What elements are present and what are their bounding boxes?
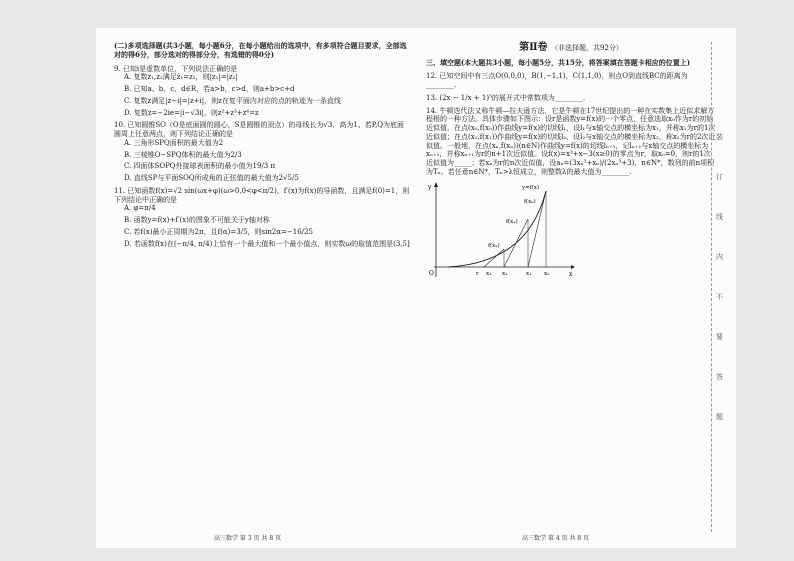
- f-x0-label: f(x₀): [524, 198, 536, 205]
- origin-label: O: [429, 269, 434, 277]
- newton-method-graph: [426, 181, 576, 281]
- option-d: D. 直线SP与平面SOQ所成角的正弦值的最大值为2√5/5: [124, 174, 299, 182]
- left-column: [114, 42, 410, 252]
- multi-choice-section-header: (二)多项选择题(共3小题，每小题6分，在每小题给出的选项中，有多项符合题目要求，全部选对的得6分，部分选对的得部分分，有选错的得0分): [114, 41, 407, 59]
- tangent-l2: [504, 219, 528, 267]
- option-b: B. 三棱锥O−SPQ体积的最大值为2/3: [124, 150, 242, 159]
- page-footer-right: 高三数学 第 4 页 共 8 页: [522, 535, 590, 542]
- part-title: [426, 42, 716, 55]
- question-13: 13. (2x − 1/x + 1)⁵的展开式中常数项为________.: [426, 93, 586, 102]
- binding-margin: [704, 42, 734, 532]
- x1-label: x₁: [526, 270, 532, 277]
- question-10: [114, 121, 410, 183]
- option-a: A. 复数z₁,z₂满足z̄₁=z₂，则|z₁|=|z₂|: [124, 73, 238, 82]
- question-stem: 9. 已知i是虚数单位，下列说法正确的是: [114, 64, 238, 73]
- question-12: 12. 已知空间中有三点O(0,0,0)，B(1,−1,1)，C(1,1,0)，则点O到直线BC的距离为________.: [426, 72, 688, 89]
- binding-char: 订: [716, 173, 723, 181]
- binding-char: 要: [716, 333, 723, 341]
- question-14: 14. 牛顿迭代法又称牛顿—拉夫逊方法，它是牛顿在17世纪提出的一种在实数集上近似求解方程根的一种方法。具体步骤如下图示：设r是函数y=f(x)的一个零点，任意选取x₀作为r的初始近似值，在点(x₀,f(x₀))作曲线y=f(x)的切线l₁，设l₁与x轴交点的横坐标为x₁，并称x₁为r的1次近似值；在点(x₁,f(x₁))作曲线y=f(x)的切线l₂，设l₂与x轴交点的横坐标为x₂，称x₂为r的2次近似值。一般地，在点(xₙ,f(xₙ))(n∈N)作曲线y=f(x)的切线lₙ₊₁，记lₙ₊₁与x轴交点的横坐标为xₙ₊₁，并称xₙ₊₁为r的n+1次近似值。设f(x)=x³+x−3(x≥0)的零点为r，取x₀=0，则r的1次近似值为_____；若xₙ为r的n次近似值，设aₙ=(3xₙ³+xₙ)/(2xₙ³+3)，n∈N*，数列的前n项积为Tₙ。若任意n∈N*，Tₙ>λ恒成立，则整数λ的最大值为________.: [426, 106, 716, 176]
- y-axis-label: y: [428, 183, 432, 191]
- x-axis-label: x: [569, 270, 573, 278]
- question-11: [114, 187, 410, 249]
- r-label: r: [476, 270, 479, 277]
- binding-dashed-line: [711, 42, 713, 532]
- binding-char: 线: [716, 213, 723, 221]
- option-b: B. 函数y=f(x)+f′(x)的图象不可能关于y轴对称: [124, 216, 270, 224]
- part-title-subtitle: （非选择题，共92分）: [551, 44, 623, 52]
- y-axis-arrow: [434, 182, 438, 187]
- right-column: [426, 42, 716, 281]
- part-title-main: 第Ⅱ卷: [519, 42, 548, 53]
- binding-char: 装: [716, 133, 723, 141]
- option-c: C. 四面体SOPQ外接球表面积的最小值为19/3 π: [124, 162, 276, 171]
- f-x2-label: f(x₂): [488, 242, 500, 249]
- page-footer-left: 高三数学 第 3 页 共 8 页: [214, 535, 282, 542]
- question-stem: 10. 已知圆锥SO（O是底面圆的圆心，S是圆锥的顶点）的母线长为√3，高为1。若P,Q为底面圆周上任意两点，则下列结论正确的是: [114, 121, 405, 138]
- x3-label: x₃: [486, 270, 492, 277]
- exam-sheet: [96, 28, 736, 548]
- binding-char: 答: [716, 373, 723, 381]
- x-axis-arrow: [571, 265, 575, 269]
- binding-char: 不: [716, 293, 723, 301]
- option-a: A. φ=π/4: [124, 204, 156, 213]
- option-c: C. 若f(x)最小正周期为2π，且f(α)=3/5，则sin2α=−16/25: [124, 227, 313, 236]
- fill-blank-section-header: 三、填空题(本大题共3小题，每小题5分，共15分，将答案填在答题卡相应的位置上): [426, 57, 691, 67]
- binding-char: 题: [716, 413, 723, 421]
- binding-char: 内: [716, 253, 723, 261]
- tangent-l3: [484, 249, 504, 267]
- curve-label: y=f(x): [522, 184, 540, 191]
- option-a: A. 三角形SPQ面积的最大值为2: [124, 138, 224, 147]
- option-d: D. 复数z=−2ie=|i−√3i|，则z²+z³+z⁴=z: [124, 108, 259, 117]
- option-b: B. 已知a、b、c、d∈R，若a>b，c>d，则a+b>c+d: [124, 85, 295, 93]
- option-d: D. 若函数f(x)在(−π/4, π/4)上恰有一个最大值和一个最小值点，则实数ω的取值范围是(3,5]: [124, 239, 410, 248]
- question-stem: 11. 已知函数f(x)=√2 sin(ωx+φ)(ω>0,0<φ<π/2)，f′(x)为f(x)的导函数，且满足f(0)=1，则下列结论中正确的是: [114, 186, 410, 204]
- x2-label: x₂: [502, 270, 508, 277]
- x0-label: x₀: [544, 270, 550, 277]
- f-x1-label: f(x₁): [506, 218, 518, 225]
- question-9: [114, 65, 410, 118]
- option-c: C. 复数z满足|z−i|=|z+i|，则z在复平面内对应的点的轨迹为一条直线: [124, 96, 341, 105]
